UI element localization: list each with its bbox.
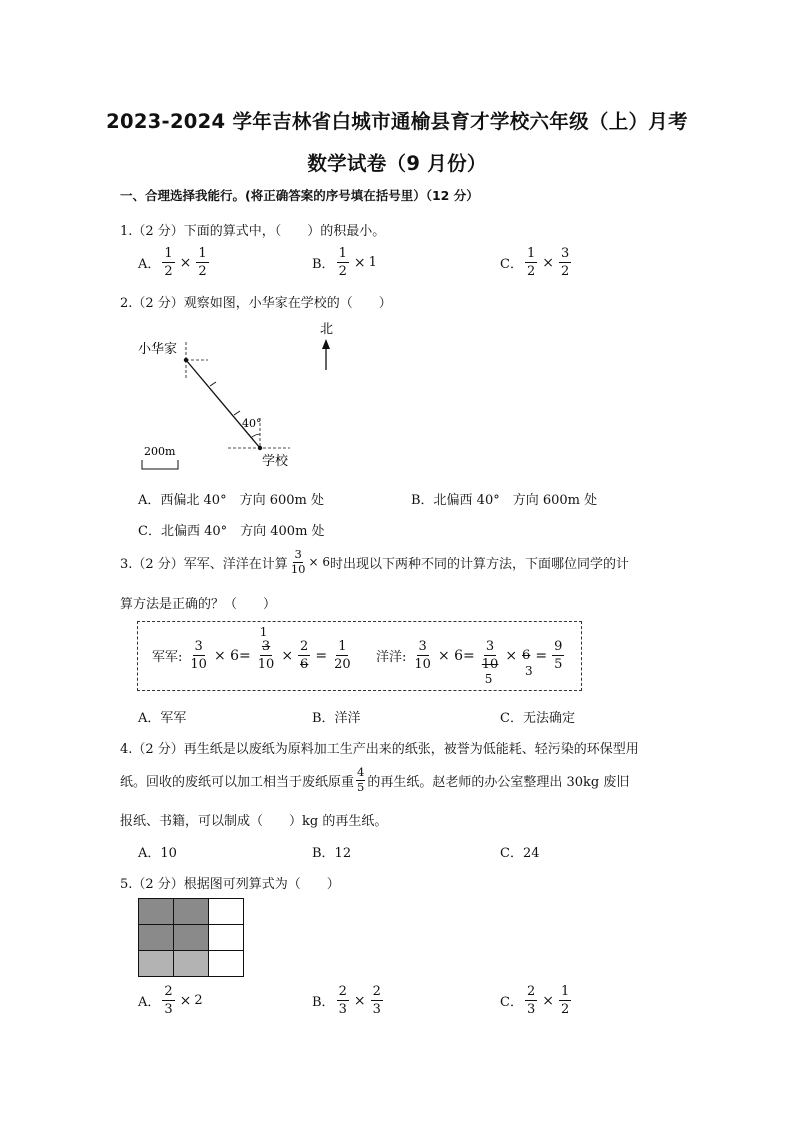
fraction: $\frac{1}{20}$ [334,639,351,672]
q5-option-c[interactable]: C． $\frac{2}{3}$ × $\frac{1}{2}$ [500,984,570,1017]
q4-line1: 4.（2 分）再生纸是以废纸为原料加工生产出来的纸张，被誉为低能耗、轻污染的环保型用 [120,742,639,757]
school-label: 学校 [262,454,289,469]
fraction: $\frac{4}{5}$ [357,765,365,794]
q2-stem: 2.（2 分）观察如图，小华家在学校的（ ） [120,296,392,311]
angle-label: 40° [242,417,262,430]
yang-method: 洋洋: $\frac{3}{10}$ × 6= 3 10 5 × 6 3 = $\frac{9}{5}$ [376,639,563,686]
option-label: C． [500,257,523,272]
q2-option-a[interactable]: A．西偏北 40° 方向 600m 处 [138,493,324,508]
q4-option-c[interactable]: C．24 [500,846,540,861]
q3-stem: 3.（2 分）军军、洋洋在计算 $\frac{3}{10}$ × 6 时出现以下两种不同的计算方法，下面哪位同学的计 [120,547,629,576]
q1-option-a[interactable]: A． $\frac{1}{2}$ × $\frac{1}{2}$ [138,246,207,279]
crossed-fraction: 1 3 10 [257,625,275,672]
north-arrowhead-icon [322,339,330,349]
crossed-fraction: $\frac{2}{6}$ [300,639,309,672]
q4-option-b[interactable]: B．12 [312,846,352,861]
fraction: $\frac{2}{3}$ [164,984,173,1017]
fraction: $\frac{1}{2}$ [164,246,173,279]
q2-option-c[interactable]: C．北偏西 40° 方向 400m 处 [138,524,325,539]
option-label: B． [312,257,335,272]
exam-title-line1: 2023-2024 学年吉林省白城市通榆县育才学校六年级（上）月考 [106,110,688,133]
fraction: $\frac{1}{2}$ [560,984,570,1017]
north-label: 北 [320,322,334,337]
exam-title-line2: 数学试卷（9 月份） [307,152,487,175]
q1-option-c[interactable]: C． $\frac{1}{2}$ × $\frac{3}{2}$ [500,246,570,279]
section-heading: 一、合理选择我能行。(将正确答案的序号填在括号里）（12 分） [120,188,479,203]
fraction: $\frac{9}{5}$ [554,639,563,672]
school-point [258,446,262,450]
q4-line3: 报纸、书籍，可以制成（ ）kg 的再生纸。 [120,814,388,829]
fraction: $\frac{3}{2}$ [560,246,570,279]
q4-option-a[interactable]: A．10 [138,846,177,861]
fraction: $\frac{2}{3}$ [372,984,381,1017]
q1-stem: 1.（2 分）下面的算式中，（ ）的积最小。 [120,224,386,239]
q3-option-c[interactable]: C．无法确定 [500,711,575,726]
fraction: $\frac{2}{3}$ [526,984,536,1017]
option-label: A． [138,257,161,272]
fraction: $\frac{1}{2}$ [526,246,536,279]
fraction: $\frac{3}{10}$ [190,639,207,672]
route-line [186,360,260,448]
q2-option-b[interactable]: B．北偏西 40° 方向 600m 处 [411,493,598,508]
q5-option-a[interactable]: A． $\frac{2}{3}$ × 2 [138,984,203,1017]
q1-option-b[interactable]: B． $\frac{1}{2}$ × 1 [312,246,377,279]
home-label: 小华家 [138,342,178,357]
q5-option-b[interactable]: B． $\frac{2}{3}$ × $\frac{2}{3}$ [312,984,381,1017]
q3-stem-continued: 算方法是正确的？（ ） [120,597,277,612]
fraction: $\frac{2}{3}$ [338,984,347,1017]
crossed-fraction: 3 10 5 [481,639,499,686]
scale-bar [142,460,178,469]
q4-line2: 纸。回收的废纸可以加工相当于废纸原重 $\frac{4}{5}$ 的再生纸。赵老师的办公室整理出 30kg 废旧 [120,765,630,794]
fraction: $\frac{3}{10}$ [290,547,306,576]
q3-option-b[interactable]: B．洋洋 [312,711,361,726]
jun-method: 军军: $\frac{3}{10}$ × 6= 1 3 10 × $\frac{2}{6}$ = $\frac{1}{20}$ [152,625,351,672]
shaded-grid-figure [138,898,246,978]
q3-option-a[interactable]: A．军军 [138,711,187,726]
fraction: $\frac{1}{2}$ [198,246,207,279]
q5-stem: 5.（2 分）根据图可列算式为（ ） [120,877,340,892]
fraction: $\frac{1}{2}$ [338,246,347,279]
scale-label: 200m [144,445,176,458]
fraction: $\frac{3}{10}$ [414,639,431,672]
map-diagram [130,318,390,478]
